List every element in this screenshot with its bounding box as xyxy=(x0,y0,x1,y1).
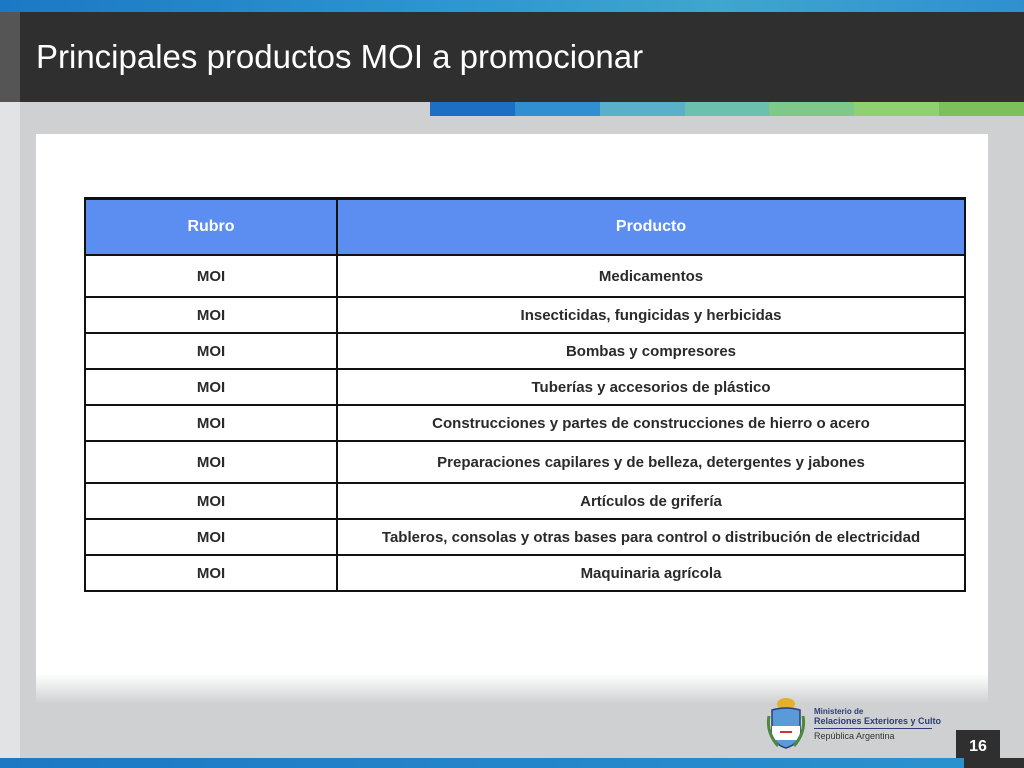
top-accent-strip xyxy=(0,0,1024,12)
coat-of-arms-icon xyxy=(766,696,806,752)
header-rubro: Rubro xyxy=(85,199,337,256)
header-producto: Producto xyxy=(337,199,965,256)
products-table xyxy=(84,197,966,592)
cell-producto: Tableros, consolas y otras bases para control o distribución de electricidad xyxy=(337,519,965,555)
table-row xyxy=(85,519,965,555)
color-bar-segment xyxy=(854,102,939,116)
cell-rubro: MOI xyxy=(85,405,337,441)
table-header-row xyxy=(85,199,965,256)
page-title: Principales productos MOI a promocionar xyxy=(36,38,644,75)
ministry-logo xyxy=(766,696,941,752)
logo-line-relaciones: Relaciones Exteriores y Culto xyxy=(814,715,942,726)
color-bar-segment xyxy=(939,102,1024,116)
color-bar-segment xyxy=(515,102,600,116)
color-bar-segment xyxy=(600,102,685,116)
logo-divider xyxy=(814,728,932,729)
cell-producto: Tuberías y accesorios de plástico xyxy=(337,369,965,405)
table-row xyxy=(85,555,965,591)
footer-accent-strip xyxy=(0,758,1024,768)
cell-producto: Maquinaria agrícola xyxy=(337,555,965,591)
color-accent-bar xyxy=(430,102,1024,116)
title-bar-edge xyxy=(0,12,20,102)
cell-rubro: MOI xyxy=(85,441,337,483)
color-bar-segment xyxy=(685,102,770,116)
cell-producto: Preparaciones capilares y de belleza, detergentes y jabones xyxy=(337,441,965,483)
table-row xyxy=(85,297,965,333)
title-bar xyxy=(0,12,1024,102)
table-row xyxy=(85,483,965,519)
page-number-badge: 16 xyxy=(956,730,1000,764)
table-row xyxy=(85,441,965,483)
table-row xyxy=(85,255,965,297)
table-row xyxy=(85,333,965,369)
left-margin-band xyxy=(0,102,20,768)
footer-dark-segment xyxy=(964,758,1024,768)
cell-rubro: MOI xyxy=(85,483,337,519)
content-panel xyxy=(36,134,988,674)
cell-rubro: MOI xyxy=(85,519,337,555)
cell-producto: Artículos de grifería xyxy=(337,483,965,519)
logo-line-ministerio: Ministerio de xyxy=(814,706,864,716)
cell-producto: Bombas y compresores xyxy=(337,333,965,369)
cell-producto: Insecticidas, fungicidas y herbicidas xyxy=(337,297,965,333)
cell-rubro: MOI xyxy=(85,369,337,405)
cell-rubro: MOI xyxy=(85,555,337,591)
cell-rubro: MOI xyxy=(85,297,337,333)
table-row xyxy=(85,369,965,405)
color-bar-segment xyxy=(769,102,854,116)
cell-rubro: MOI xyxy=(85,333,337,369)
cell-rubro: MOI xyxy=(85,255,337,297)
cell-producto: Medicamentos xyxy=(337,255,965,297)
color-bar-segment xyxy=(430,102,515,116)
logo-line-republica: República Argentina xyxy=(814,731,895,742)
table-row xyxy=(85,405,965,441)
cell-producto: Construcciones y partes de construcciones de hierro o acero xyxy=(337,405,965,441)
